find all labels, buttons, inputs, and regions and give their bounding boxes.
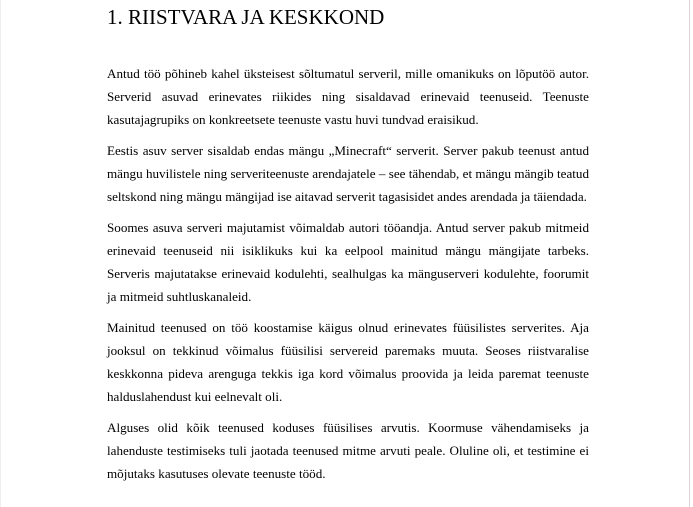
body-paragraph: Soomes asuva serveri majutamist võimaldab autori tööandja. Antud server pakub mitmeid erinevaid teenuseid nii isiklikuks kui ka eelpool mainitud mängu mängijate tarbeks. Serveris majutatakse erinevaid kodulehti, sealhulgas ka mänguserveri kodulehte, foorumit ja mitmeid suhtluskanaleid. xyxy=(107,219,589,305)
body-paragraph: Antud töö põhineb kahel üksteisest sõltumatul serveril, mille omanikuks on lõputöö autor. Serverid asuvad erinevates riikides ning sisaldavad erinevaid teenuseid. Teenuste kasutajagrupiks on konkreetsete teenuste vastu huvi tundvad eraisikud. xyxy=(107,66,589,128)
chapter-heading: 1. RIISTVARA JA KESKKOND xyxy=(107,5,385,29)
body-paragraph: Eestis asuv server sisaldab endas mängu „Minecraft“ serverit. Server pakub teenust antud mängu huvilistele ning serveriteenuste arendajatele – see tähendab, et mängu mängib teatud seltskond ning mängu mängijad ise aitavad serverit tagasisidet andes arendada ja täiendada. xyxy=(107,142,589,205)
body-paragraph: Alguses olid kõik teenused koduses füüsilises arvutis. Koormuse vähendamiseks ja lahenduste testimiseks tuli jaotada teenused mitme arvuti peale. Oluline oli, et testimine ei mõjutaks kasutuses olevate teenuste tööd. xyxy=(107,420,589,482)
body-paragraph: Mainitud teenused on töö koostamise käigus olnud erinevates füüsilistes serverites. Aja jooksul on tekkinud võimalus füüsilisi servereid paremaks muuta. Seoses riistvaralise keskkonna pideva arenguga tekkis iga kord võimalus proovida ja leida paremat teenuste halduslahendust kui eelnevalt oli. xyxy=(107,320,589,405)
document-body xyxy=(107,62,589,493)
